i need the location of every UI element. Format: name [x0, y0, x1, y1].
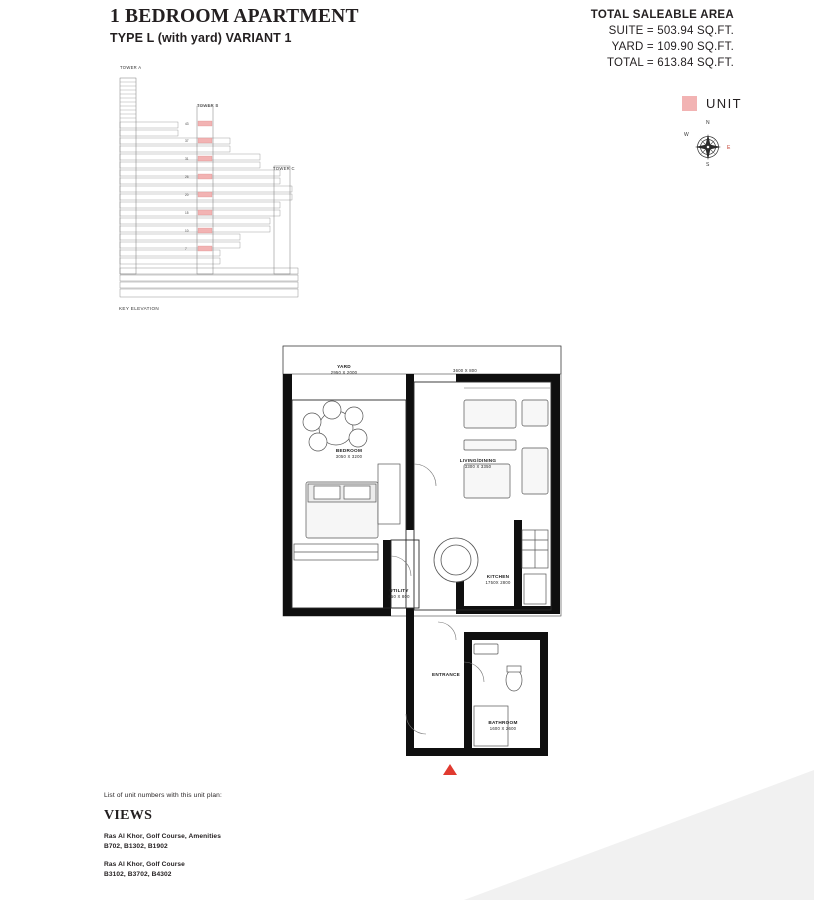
view-entry	[104, 860, 524, 880]
compass-west-label: W	[684, 132, 689, 138]
room-label-bathroom: BATHROOM 1600 X 2600	[488, 720, 518, 732]
tower-c-label: TOWER C	[273, 166, 295, 171]
room-label-utility: UTILITY 850 X 800	[388, 588, 410, 600]
key-elevation-caption: KEY ELEVATION	[119, 306, 160, 311]
svg-text:7: 7	[185, 247, 187, 251]
view-units: B3102, B3702, B4302	[104, 870, 172, 878]
room-label-kitchen: KITCHEN 1750X 2800	[485, 574, 511, 586]
unit-floor-plan	[278, 344, 568, 784]
area-summary-title: TOTAL SALEABLE AREA	[590, 9, 734, 21]
footer-views-block	[104, 792, 524, 888]
area-summary-yard: YARD = 109.90 SQ.FT.	[611, 40, 734, 53]
view-name: Ras Al Khor, Golf Course	[104, 860, 185, 868]
legend-unit-swatch	[682, 96, 697, 111]
legend	[682, 96, 742, 111]
compass-east-label: E	[727, 145, 731, 151]
room-label-entrance: ENTRANCE	[431, 672, 461, 677]
unit-list-note: List of unit numbers with this unit plan:	[104, 792, 222, 799]
page-subtitle: TYPE L (with yard) VARIANT 1	[110, 31, 292, 46]
entrance-marker-icon	[443, 764, 457, 775]
key-elevation-diagram	[119, 66, 299, 311]
dimension-label-balcony: 3600 X 800	[453, 368, 477, 373]
tower-a-label: TOWER A	[120, 65, 142, 70]
area-summary-suite: SUITE = 503.94 SQ.FT.	[608, 24, 734, 37]
svg-text:31: 31	[185, 157, 189, 161]
area-summary-total: TOTAL = 613.84 SQ.FT.	[606, 56, 734, 69]
view-name: Ras Al Khor, Golf Course, Amenities	[104, 833, 221, 840]
svg-text:43: 43	[185, 122, 189, 126]
svg-text:15: 15	[185, 211, 189, 215]
svg-text:20: 20	[185, 193, 189, 197]
room-label-living-dining: LIVING/DINING 3300 X 3350	[459, 458, 497, 470]
area-summary	[591, 8, 734, 71]
svg-text:37: 37	[185, 139, 189, 143]
svg-text:10: 10	[185, 229, 189, 233]
compass-rose-icon	[682, 118, 734, 170]
title-block	[110, 6, 359, 46]
views-heading: VIEWS	[104, 808, 153, 823]
page-title: 1 BEDROOM APARTMENT	[110, 6, 359, 27]
room-label-yard: YARD 2950 X 2000	[330, 364, 358, 376]
view-units: B702, B1302, B1902	[104, 842, 168, 850]
tower-b-label: TOWER B	[197, 103, 219, 108]
compass-south-label: S	[706, 162, 710, 168]
legend-unit-label: UNIT	[706, 96, 742, 111]
room-label-bedroom: BEDROOM 3050 X 3200	[335, 448, 363, 460]
view-entry	[104, 832, 524, 852]
compass-north-label: N	[706, 120, 710, 126]
svg-text:26: 26	[185, 175, 189, 179]
